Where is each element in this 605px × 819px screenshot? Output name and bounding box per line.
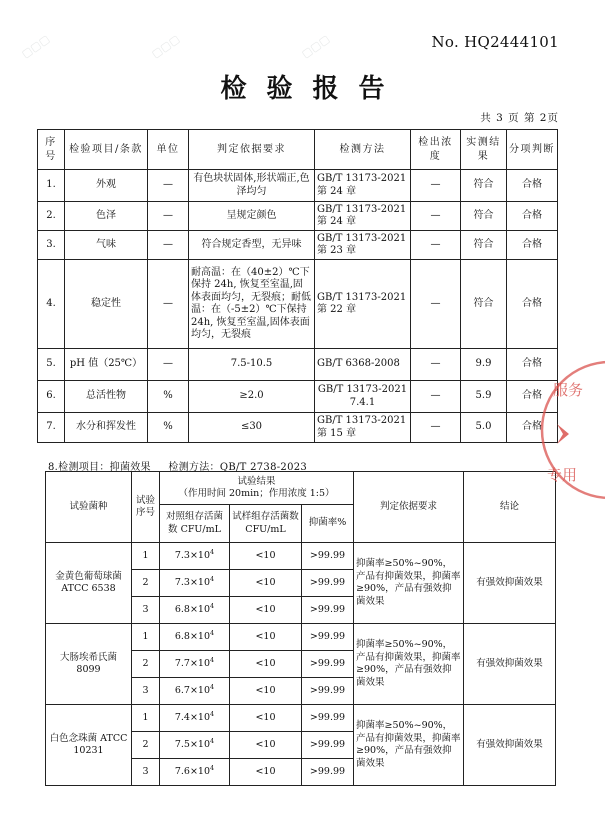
control-value: 7.4×10 [174, 711, 211, 723]
header-req: 判定依据要求 [354, 472, 464, 543]
row-method: GB/T 6368-2008 [315, 349, 411, 381]
seq-cell: 2 [132, 732, 160, 759]
row-det: — [411, 349, 461, 381]
row-unit: % [148, 413, 189, 443]
row-no: 7. [38, 413, 65, 443]
control-cell [160, 624, 230, 651]
rate-cell: >99.99 [302, 705, 354, 732]
row-no: 6. [38, 381, 65, 413]
header-result [160, 472, 354, 505]
control-cell [160, 651, 230, 678]
req-cell: 抑菌率≥50%~90%，产品有抑菌效果，抑菌率≥90%，产品有强效抑菌效果 [354, 543, 464, 624]
control-value: 7.6×10 [174, 765, 211, 777]
row-item: 水分和挥发性 [65, 413, 148, 443]
control-exponent: 4 [210, 574, 215, 583]
header-rate: 抑菌率% [302, 505, 354, 543]
row-req: ≤30 [189, 413, 315, 443]
seq-cell: 3 [132, 759, 160, 786]
row-det: — [411, 260, 461, 349]
row-judge: 合格 [507, 202, 558, 231]
control-exponent: 4 [210, 682, 215, 691]
sample-cell: <10 [230, 543, 302, 570]
row-no: 2. [38, 202, 65, 231]
row-det: — [411, 413, 461, 443]
control-exponent: 4 [210, 709, 215, 718]
table-row [46, 543, 556, 570]
control-value: 7.7×10 [174, 657, 211, 669]
seq-cell: 1 [132, 543, 160, 570]
table-row [38, 413, 558, 443]
control-cell [160, 732, 230, 759]
row-judge: 合格 [507, 231, 558, 260]
header-cell: 检出浓度 [411, 130, 461, 170]
header-result-note: （作用时间 20min；作用浓度 1:5） [178, 488, 335, 499]
row-det: — [411, 231, 461, 260]
row-result: 符合 [461, 231, 507, 260]
row-no: 5. [38, 349, 65, 381]
row-judge: 合格 [507, 170, 558, 202]
rate-cell: >99.99 [302, 543, 354, 570]
seal-stamp [535, 350, 605, 510]
row-req: 耐高温：在（40±2）℃下保持 24h, 恢复至室温,固体表面均匀，无裂痕；耐低温：在（-5±2）℃下保持 24h, 恢复至室温,固体表面均匀，无裂痕 [189, 260, 315, 349]
control-exponent: 4 [210, 655, 215, 664]
row-unit: — [148, 170, 189, 202]
strain-cell: 金黄色葡萄球菌 ATCC 6538 [46, 543, 132, 624]
row-method: GB/T 13173-2021 第 22 章 [315, 260, 411, 349]
seal-text-bottom: 专用 [547, 466, 578, 484]
row-judge: 合格 [507, 260, 558, 349]
row-method: GB/T 13173-2021 第 23 章 [315, 231, 411, 260]
table-row [38, 381, 558, 413]
row-item: 外观 [65, 170, 148, 202]
section-8-method: 检测方法：QB/T 2738-2023 [168, 462, 308, 473]
row-req: 有色块状固体,形状端正,色泽均匀 [189, 170, 315, 202]
req-cell: 抑菌率≥50%~90%，产品有抑菌效果，抑菌率≥90%，产品有强效抑菌效果 [354, 705, 464, 786]
control-exponent: 4 [210, 547, 215, 556]
seq-cell: 3 [132, 597, 160, 624]
table-row [38, 170, 558, 202]
row-judge: 合格 [507, 349, 558, 381]
row-det: — [411, 202, 461, 231]
rate-cell: >99.99 [302, 759, 354, 786]
row-item: 总活性物 [65, 381, 148, 413]
row-req: 7.5-10.5 [189, 349, 315, 381]
table-row [38, 349, 558, 381]
row-result: 5.9 [461, 381, 507, 413]
seq-cell: 1 [132, 624, 160, 651]
strain-cell: 白色念珠菌 ATCC 10231 [46, 705, 132, 786]
control-value: 7.3×10 [174, 549, 211, 561]
conclusion-cell: 有强效抑菌效果 [464, 543, 556, 624]
header-cell: 实测结果 [461, 130, 507, 170]
report-number: No. HQ2444101 [431, 33, 559, 51]
row-result: 9.9 [461, 349, 507, 381]
header-cell: 分项判断 [507, 130, 558, 170]
row-unit: — [148, 202, 189, 231]
header-seq: 试验序号 [132, 472, 160, 543]
control-value: 7.5×10 [174, 738, 211, 750]
header-cell: 检测方法 [315, 130, 411, 170]
row-unit: — [148, 349, 189, 381]
header-cell: 序号 [38, 130, 65, 170]
row-no: 3. [38, 231, 65, 260]
control-cell [160, 543, 230, 570]
rate-cell: >99.99 [302, 597, 354, 624]
control-value: 6.8×10 [174, 630, 211, 642]
header-cell: 检验项目/条款 [65, 130, 148, 170]
row-result: 符合 [461, 260, 507, 349]
inspection-table [37, 129, 558, 443]
header-strain: 试验菌种 [46, 472, 132, 543]
control-value: 6.8×10 [174, 603, 211, 615]
control-exponent: 4 [210, 601, 215, 610]
header-control: 对照组存活菌数 CFU/mL [160, 505, 230, 543]
header-cell: 判定依据要求 [189, 130, 315, 170]
row-result: 符合 [461, 170, 507, 202]
control-exponent: 4 [210, 736, 215, 745]
seal-star-icon [557, 424, 569, 444]
report-title: 检验报告 [220, 74, 405, 104]
row-unit: — [148, 260, 189, 349]
row-det: — [411, 381, 461, 413]
sample-cell: <10 [230, 732, 302, 759]
row-unit: — [148, 231, 189, 260]
table-row [38, 202, 558, 231]
sample-cell: <10 [230, 570, 302, 597]
row-unit: % [148, 381, 189, 413]
header-sample: 试样组存活菌数 CFU/mL [230, 505, 302, 543]
sample-cell: <10 [230, 597, 302, 624]
row-method: GB/T 13173-2021 7.4.1 [315, 381, 411, 413]
row-item: 色泽 [65, 202, 148, 231]
seq-cell: 1 [132, 705, 160, 732]
control-cell [160, 678, 230, 705]
rate-cell: >99.99 [302, 678, 354, 705]
table-row [46, 705, 556, 732]
rate-cell: >99.99 [302, 732, 354, 759]
control-exponent: 4 [210, 628, 215, 637]
row-item: 稳定性 [65, 260, 148, 349]
sample-cell: <10 [230, 624, 302, 651]
row-no: 4. [38, 260, 65, 349]
control-value: 6.7×10 [174, 684, 211, 696]
row-req: ≥2.0 [189, 381, 315, 413]
control-exponent: 4 [210, 763, 215, 772]
req-cell: 抑菌率≥50%~90%，产品有抑菌效果，抑菌率≥90%，产品有强效抑菌效果 [354, 624, 464, 705]
sample-cell: <10 [230, 651, 302, 678]
antibacterial-table [45, 471, 556, 786]
table-row [46, 624, 556, 651]
sample-cell: <10 [230, 759, 302, 786]
table-row [38, 231, 558, 260]
row-result: 5.0 [461, 413, 507, 443]
rate-cell: >99.99 [302, 570, 354, 597]
sample-cell: <10 [230, 705, 302, 732]
row-judge: 合格 [507, 381, 558, 413]
seal-text-top: 服务 [553, 381, 584, 399]
conclusion-cell: 有强效抑菌效果 [464, 705, 556, 786]
section-8-label: 8.检测项目：抑菌效果 [48, 462, 151, 473]
seq-cell: 2 [132, 570, 160, 597]
seq-cell: 3 [132, 678, 160, 705]
header-conclusion: 结论 [464, 472, 556, 543]
header-result-title: 试验结果 [237, 475, 276, 487]
row-req: 呈规定颜色 [189, 202, 315, 231]
row-result: 符合 [461, 202, 507, 231]
table-header-row [38, 130, 558, 170]
row-det: — [411, 170, 461, 202]
strain-cell: 大肠埃希氏菌 8099 [46, 624, 132, 705]
row-judge: 合格 [507, 413, 558, 443]
control-cell [160, 759, 230, 786]
row-item: 气味 [65, 231, 148, 260]
control-cell [160, 570, 230, 597]
row-method: GB/T 13173-2021 第 24 章 [315, 170, 411, 202]
row-item: pH 值（25℃） [65, 349, 148, 381]
rate-cell: >99.99 [302, 651, 354, 678]
row-method: GB/T 13173-2021 第 15 章 [315, 413, 411, 443]
sample-cell: <10 [230, 678, 302, 705]
control-value: 7.3×10 [174, 576, 211, 588]
header-cell: 单位 [148, 130, 189, 170]
row-req: 符合规定香型，无异味 [189, 231, 315, 260]
row-no: 1. [38, 170, 65, 202]
control-cell [160, 705, 230, 732]
seq-cell: 2 [132, 651, 160, 678]
control-cell [160, 597, 230, 624]
row-method: GB/T 13173-2021 第 24 章 [315, 202, 411, 231]
table-row [38, 260, 558, 349]
conclusion-cell: 有强效抑菌效果 [464, 624, 556, 705]
anti-header-row [46, 472, 556, 505]
page-info: 共 3 页 第 2页 [480, 112, 559, 124]
rate-cell: >99.99 [302, 624, 354, 651]
